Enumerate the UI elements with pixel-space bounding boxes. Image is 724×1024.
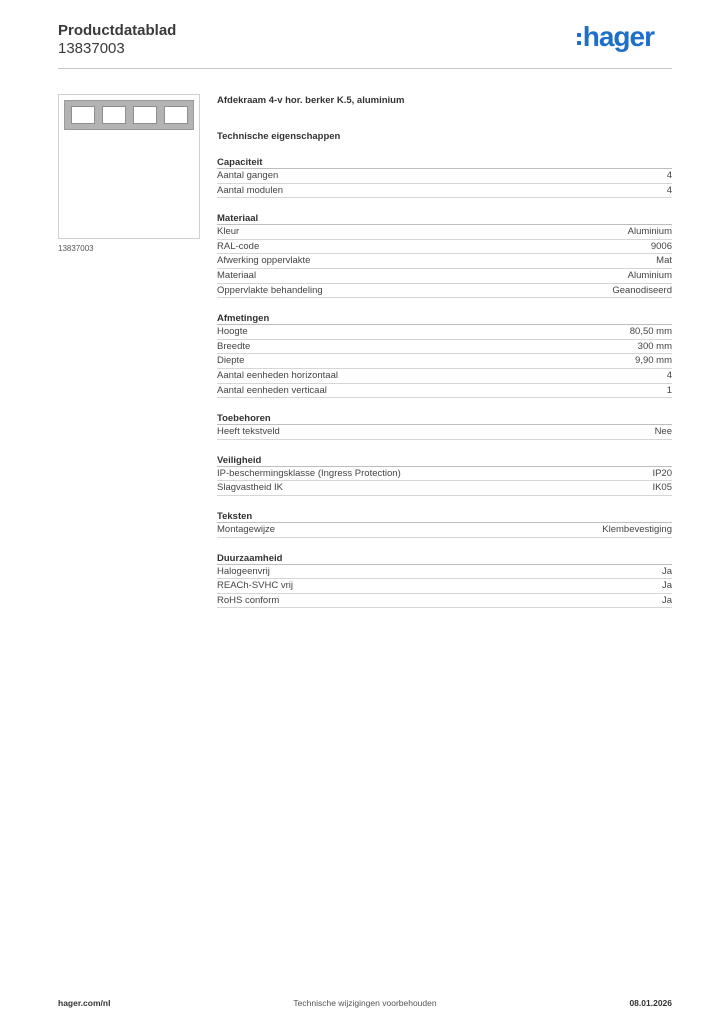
spec-label: Heeft tekstveld bbox=[217, 426, 280, 438]
spec-label: Montagewijze bbox=[217, 523, 276, 535]
section-title: Capaciteit bbox=[217, 156, 672, 169]
spec-label: REACh-SVHC vrij bbox=[217, 580, 294, 592]
spec-value: Ja bbox=[661, 580, 672, 592]
spec-value: 4 bbox=[666, 170, 672, 181]
spec-value: Geanodiseerd bbox=[612, 284, 672, 296]
spec-label: Hoogte bbox=[217, 326, 248, 338]
spec-value: 9006 bbox=[650, 240, 672, 252]
spec-value: IP20 bbox=[652, 467, 672, 479]
spec-row bbox=[217, 594, 672, 609]
spec-label: Halogeenvrij bbox=[217, 565, 270, 577]
spec-label: Oppervlakte behandeling bbox=[217, 284, 323, 296]
spec-label: Aantal modulen bbox=[217, 184, 284, 196]
spec-row bbox=[217, 384, 672, 399]
spec-label: RoHS conform bbox=[217, 594, 280, 606]
spec-value: 9,90 mm bbox=[635, 355, 672, 367]
spec-row bbox=[217, 240, 672, 255]
spec-value: Ja bbox=[661, 565, 672, 577]
spec-label: Kleur bbox=[217, 226, 240, 238]
spec-label: Breedte bbox=[217, 340, 251, 352]
section-title: Duurzaamheid bbox=[217, 552, 672, 565]
frame-opening bbox=[164, 106, 188, 124]
section-title: Afmetingen bbox=[217, 312, 672, 325]
spec-value: Ja bbox=[661, 594, 672, 606]
spec-value: 1 bbox=[666, 384, 672, 396]
spec-label: Aantal gangen bbox=[217, 170, 279, 181]
spec-row bbox=[217, 184, 672, 199]
frame-opening bbox=[71, 106, 95, 124]
logo-text: hager bbox=[582, 21, 654, 52]
spec-section bbox=[217, 552, 672, 609]
image-caption: 13837003 bbox=[58, 244, 94, 253]
section-title: Teksten bbox=[217, 510, 672, 523]
spec-value: Klembevestiging bbox=[602, 523, 672, 535]
spec-label: RAL-code bbox=[217, 240, 260, 252]
spec-value: 80,50 mm bbox=[629, 326, 672, 338]
spec-label: Diepte bbox=[217, 355, 245, 367]
spec-row bbox=[217, 369, 672, 384]
spec-value: Aluminium bbox=[627, 226, 672, 238]
spec-section bbox=[217, 510, 672, 538]
spec-section bbox=[217, 412, 672, 440]
spec-row bbox=[217, 467, 672, 482]
spec-value: Mat bbox=[656, 255, 672, 267]
frame-opening bbox=[102, 106, 126, 124]
section-title: Veiligheid bbox=[217, 454, 672, 467]
spec-row bbox=[217, 425, 672, 440]
section-title: Materiaal bbox=[217, 212, 672, 225]
frame-opening bbox=[133, 106, 157, 124]
properties-title: Technische eigenschappen bbox=[217, 131, 341, 142]
spec-section bbox=[217, 212, 672, 298]
spec-value: 4 bbox=[666, 184, 672, 196]
spec-label: Afwerking oppervlakte bbox=[217, 255, 311, 267]
spec-row bbox=[217, 340, 672, 355]
spec-row bbox=[217, 579, 672, 594]
spec-row bbox=[217, 354, 672, 369]
spec-value: Aluminium bbox=[627, 269, 672, 281]
footer-disclaimer: Technische wijzigingen voorbehouden bbox=[293, 998, 437, 1008]
spec-label: IP-beschermingsklasse (Ingress Protection) bbox=[217, 467, 401, 479]
spec-label: Aantal eenheden horizontaal bbox=[217, 369, 338, 381]
spec-row bbox=[217, 325, 672, 340]
spec-row bbox=[217, 523, 672, 538]
cover-frame-icon bbox=[64, 100, 194, 130]
document-title: Productdatablad bbox=[58, 22, 177, 39]
product-image bbox=[58, 94, 200, 239]
product-specs bbox=[217, 94, 672, 608]
section-title: Toebehoren bbox=[217, 412, 672, 425]
spec-row bbox=[217, 481, 672, 496]
spec-section bbox=[217, 454, 672, 496]
logo-dots-icon bbox=[577, 33, 581, 45]
spec-section bbox=[217, 156, 672, 198]
spec-label: Aantal eenheden verticaal bbox=[217, 384, 327, 396]
page-header bbox=[58, 22, 672, 70]
spec-row bbox=[217, 565, 672, 580]
spec-row bbox=[217, 225, 672, 240]
spec-value: 4 bbox=[666, 369, 672, 381]
spec-value: Nee bbox=[654, 426, 672, 438]
hager-logo bbox=[577, 22, 654, 52]
spec-section bbox=[217, 312, 672, 398]
spec-row bbox=[217, 269, 672, 284]
header-divider bbox=[58, 68, 672, 69]
spec-label: Materiaal bbox=[217, 269, 257, 281]
footer-website: hager.com/nl bbox=[58, 998, 111, 1008]
spec-label: Slagvastheid IK bbox=[217, 482, 284, 494]
footer-date: 08.01.2026 bbox=[629, 998, 672, 1008]
product-name: Afdekraam 4-v hor. berker K.5, aluminium bbox=[217, 95, 405, 106]
spec-value: IK05 bbox=[652, 482, 672, 494]
spec-row bbox=[217, 254, 672, 269]
spec-value: 300 mm bbox=[637, 340, 672, 352]
spec-sections bbox=[217, 156, 672, 608]
document-number: 13837003 bbox=[58, 40, 125, 57]
spec-row bbox=[217, 169, 672, 184]
spec-row bbox=[217, 284, 672, 299]
